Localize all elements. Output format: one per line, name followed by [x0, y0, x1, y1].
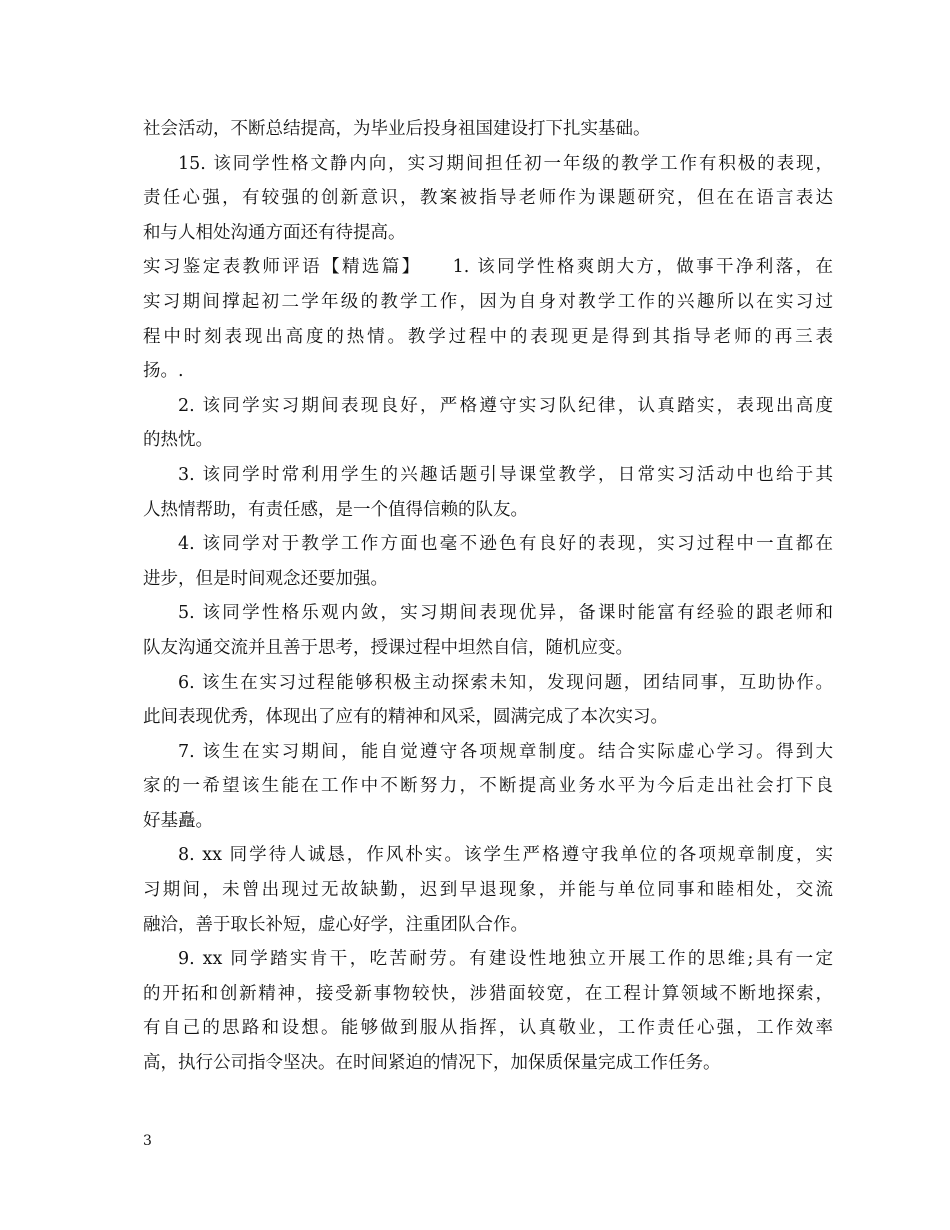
text-line: 2. 该同学实习期间表现良好，严格遵守实习队纪律，认真踏实，表现出高度 — [178, 395, 833, 416]
text-line: 的热忱。 — [143, 430, 213, 451]
text-line: 程中时刻表现出高度的热情。教学过程中的表现更是得到其指导老师的再三表 — [143, 326, 833, 347]
text-line: 此间表现优秀，体现出了应有的精神和风采，圆满完成了本次实习。 — [143, 707, 668, 728]
text-line: 3. 该同学时常利用学生的兴趣话题引导课堂教学，日常实习活动中也给于其 — [178, 464, 833, 485]
text-line: 队友沟通交流并且善于思考，授课过程中坦然自信，随机应变。 — [143, 637, 633, 658]
text-line: 15. 该同学性格文静内向，实习期间担任初一年级的教学工作有积极的表现， — [178, 153, 833, 174]
text-line: 高，执行公司指令坚决。在时间紧迫的情况下，加保质保量完成工作任务。 — [143, 1053, 721, 1074]
text-line: 实习鉴定表教师评语【精选篇】 1. 该同学性格爽朗大方，做事干净利落，在 — [143, 257, 833, 278]
text-line: 人热情帮助，有责任感，是一个值得信赖的队友。 — [143, 499, 528, 520]
text-line: 责任心强，有较强的创新意识，教案被指导老师作为课题研究，但在在语言表达 — [143, 188, 833, 209]
text-line: 的开拓和创新精神，接受新事物较快，涉猎面较宽，在工程计算领域不断地探索， — [143, 983, 833, 1004]
text-line: 8. xx 同学待人诚恳，作风朴实。该学生严格遵守我单位的各项规章制度，实 — [178, 845, 833, 866]
page-number: 3 — [143, 1133, 152, 1149]
text-line: 进步，但是时间观念还要加强。 — [143, 568, 388, 589]
text-line: 家的一希望该生能在工作中不断努力，不断提高业务水平为今后走出社会打下良 — [143, 776, 833, 797]
text-line: 有自己的思路和设想。能够做到服从指挥，认真敬业，工作责任心强，工作效率 — [143, 1018, 833, 1039]
text-line: 社会活动，不断总结提高，为毕业后投身祖国建设打下扎实基础。 — [143, 119, 651, 139]
text-line: 扬。. — [143, 361, 184, 382]
document-body — [143, 112, 833, 1081]
text-line: 5. 该同学性格乐观内敛，实习期间表现优异，备课时能富有经验的跟老师和 — [178, 603, 833, 624]
text-line: 7. 该生在实习期间，能自觉遵守各项规章制度。结合实际虚心学习。得到大 — [178, 741, 833, 762]
text-line: 实习期间撑起初二学年级的教学工作，因为自身对教学工作的兴趣所以在实习过 — [143, 291, 833, 312]
text-line: 习期间，未曾出现过无故缺勤，迟到早退现象，并能与单位同事和睦相处，交流 — [143, 880, 833, 901]
text-line: 4. 该同学对于教学工作方面也毫不逊色有良好的表现，实习过程中一直都在 — [178, 534, 833, 555]
text-line: 6. 该生在实习过程能够积极主动探索未知，发现问题，团结同事，互助协作。 — [178, 672, 833, 693]
text-line: 好基矗。 — [143, 810, 213, 831]
text-line: 和与人相处沟通方面还有待提高。 — [143, 222, 406, 243]
text-line: 融洽，善于取长补短，虚心好学，注重团队合作。 — [143, 914, 528, 935]
text-line: 9. xx 同学踏实肯干，吃苦耐劳。有建设性地独立开展工作的思维;具有一定 — [178, 949, 833, 970]
